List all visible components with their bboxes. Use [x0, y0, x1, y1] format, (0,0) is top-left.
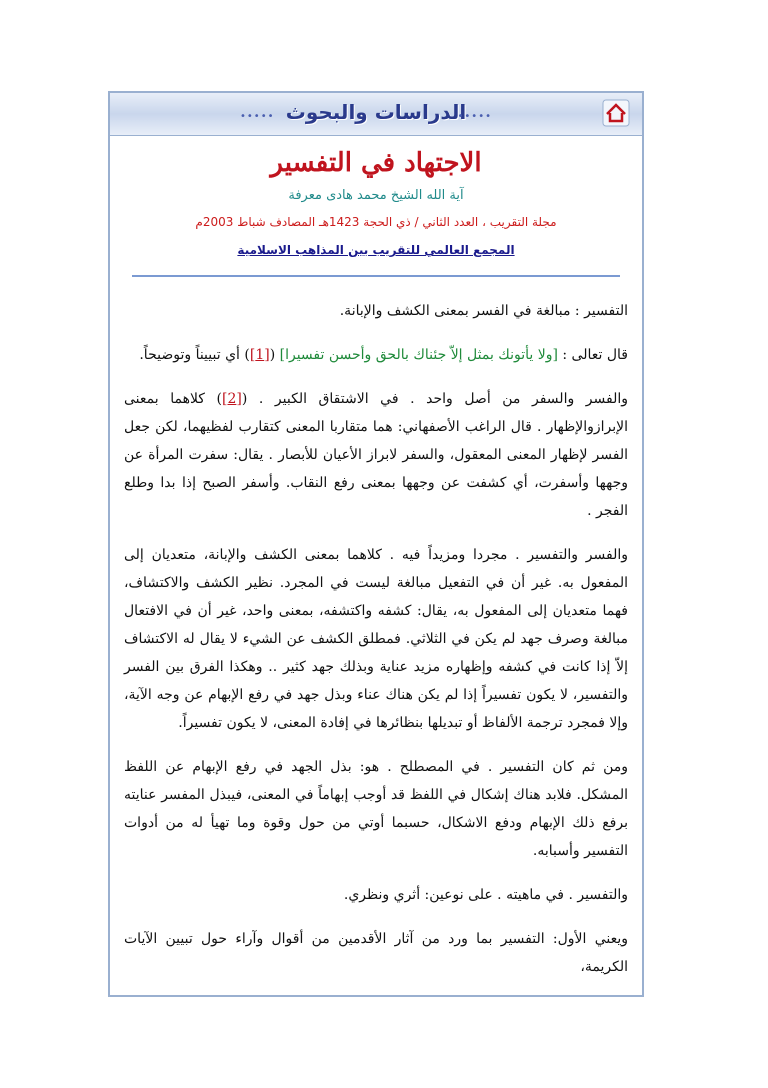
paragraph-2: قال تعالى : [ولا يأتونك بمثل إلاّ جئناك بالحق وأحسن تفسيرا] ([1]) أي تبييناً وتوضيحاً.: [139, 347, 628, 363]
paragraph-5: ومن ثم كان التفسير . في المصطلح . هو: بذل الجهد في رفع الإبهام عن اللفظ المشكل. فلابد هناك إشكال في اللفظ قد أوجب إبهاماً في المعنى، فيبذل المفسر عنايته برفع ذلك الإبهام ودفع الاشكال، حسبما أوتي من حول وقوة وما تهيأ له من أدوات التفسير وأسبابه.: [124, 759, 628, 859]
p3-start: والفسر والسفر من أصل واحد . في الاشتقاق الكبير .: [247, 391, 628, 407]
footnote-ref-1[interactable]: [1]: [249, 347, 270, 363]
paragraph-4: والفسر والتفسير . مجردا ومزيداً فيه . كلاهما بمعنى الكشف والإبانة، متعديان إلى المفعول به. غير أن في التفعيل مبالغة ليست في المجرد. نظير الكشف والاكتشاف، فهما متعديان إلى المفعول به، يقال: كشفه واكتشفه، بمعنى واحد، غير أن في الافتعال مبالغة وصرف جهد لم يكن في الثلاثي. فمطلق الكشف عن الشيء لا يقال له الاكتشاف إلاّ إذا كانت في كشفه وإظهاره مزيد عناية وبذلك جهد كثير .. وهكذا الفرق بين الفسر والتفسير، لا يكون تفسيراً إذا لم يكن هناك عناء وبذل جهد في رفع الإبهام عن وجه الآية، وإلا فمجرد ترجمة الألفاظ أو تبديلها بنظائرها في إفادة المعنى، لا يكون تفسيراً.: [124, 547, 628, 731]
paragraph-3: والفسر والسفر من أصل واحد . في الاشتقاق الكبير . ([2]) كلاهما بمعنى الإبرازوالإظهار . قال الراغب الأصفهاني: هما متقاربا المعنى كتقارب لفظيهما، لكن جعل الفسر لإظهار المعنى المعقول، والسفر لابراز الأعيان للأبصار . يقال: سفرت المرأة عن وجهها وأسفرت، أي كشفت عن وجهها بمعنى رفع النقاب. وأسفر الصبح إذا بدا وطلع الفجر .: [124, 391, 628, 519]
divider: [132, 275, 620, 277]
paragraph-7: ويعني الأول: التفسير بما ورد من آثار الأقدمين من أقوال وآراء حول تبيين الآيات الكريمة،: [124, 931, 628, 975]
article-source: مجلة التقريب ، العدد الثاني / ذي الحجة 1423هـ المصادف شباط 2003م: [195, 215, 557, 229]
publisher-link-container: [124, 243, 628, 257]
p2-suffix: أي تبييناً وتوضيحاً.: [139, 347, 245, 363]
banner-dots-left: •••••: [240, 111, 275, 122]
p3-rest: كلاهما بمعنى الإبرازوالإظهار . قال الراغب الأصفهاني: هما متقاربا المعنى كتقارب لفظيهما، لكن جعل الفسر لإظهار المعنى المعقول، والسفر لابراز الأعيان للأبصار . يقال: سفرت المرأة عن وجهها وأسفرت، أي كشفت عن وجهها بمعنى رفع النقاب. وأسفر الصبح إذا بدا وطلع الفجر .: [124, 391, 628, 519]
home-icon[interactable]: [602, 99, 630, 127]
publisher-link[interactable]: المجمع العالمي للتقريب بين المذاهب الاسلامية: [237, 243, 515, 257]
article-author: آية الله الشيخ محمد هادى معرفة: [288, 188, 464, 203]
quran-verse: [ولا يأتونك بمثل إلاّ جئناك بالحق وأحسن تفسيرا]: [279, 347, 558, 363]
article-title: الاجتهاد في التفسير: [270, 148, 482, 178]
banner-title: الدراسات والبحوث: [285, 100, 467, 124]
document-frame: [108, 91, 644, 997]
article-content: [110, 148, 642, 981]
p2-prefix: قال تعالى :: [557, 347, 628, 363]
footnote-ref-2[interactable]: [2]: [222, 391, 242, 407]
paragraph-1: التفسير : مبالغة في الفسر بمعنى الكشف والإبانة.: [339, 303, 628, 319]
section-banner: [110, 93, 642, 136]
banner-dots-right: •••••: [457, 111, 492, 122]
paragraph-6: والتفسير . في ماهيته . على نوعين: أثري ونظري.: [343, 887, 628, 903]
